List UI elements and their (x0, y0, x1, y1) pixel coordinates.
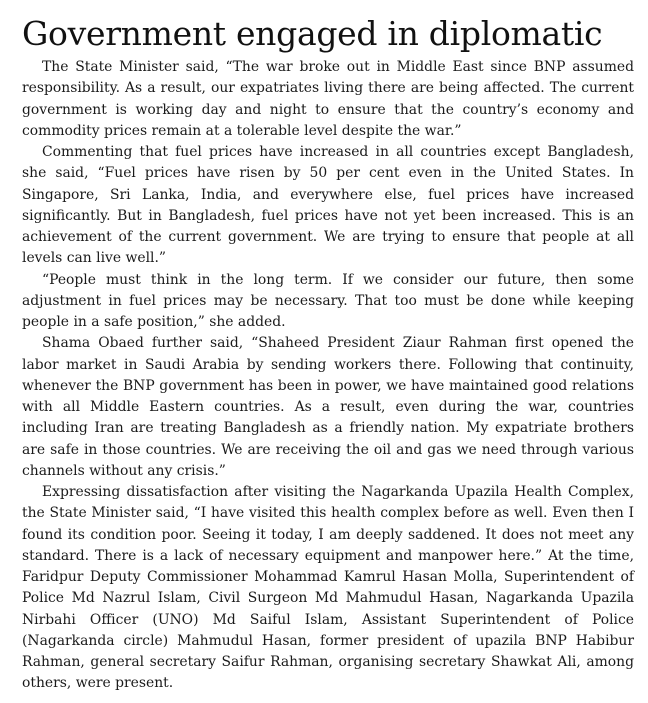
news-article (22, 14, 634, 695)
article-headline: Government engaged in diplomatic (22, 14, 603, 53)
paragraph-state-minister-statement: The State Minister said, “The war broke out in Middle East since BNP assumed responsibility. As a result, our expatriates living there are being affected. The current government is working day and night to ensure that the country’s economy and commodity prices remain at a tolerable level despite the war.” (22, 59, 634, 139)
paragraph-long-term: “People must think in the long term. If we consider our future, then some adjustment in fuel prices may be necessary. That too must be done while keeping people in a safe position,” she added. (22, 271, 634, 330)
paragraph-health-complex: Expressing dissatisfaction after visiting the Nagarkanda Upazila Health Complex, the State Minister said, “I have visited this health complex before as well. Even then I found its condition poor. Seeing it today, I am deeply saddened. It does not meet any standard. There is a lack of necessary equipment and manpower here.” At the time, Faridpur Deputy Commissioner Mohammad Kamrul Hasan Molla, Superintendent of Police Md Nazrul Islam, Civil Surgeon Md Mahmudul Hasan, Nagarkanda Upazila Nirbahi Officer (UNO) Md Saiful Islam, Assistant Superintendent of Police (Nagarkanda circle) Mahmudul Hasan, former president of upazila BNP Habibur Rahman, general secretary Saifur Rahman, organising secretary Shawkat Ali, among others, were present. (22, 484, 634, 692)
paragraph-shama-obaed: Shama Obaed further said, “Shaheed President Ziaur Rahman first opened the labor market in Saudi Arabia by sending workers there. Following that continuity, whenever the BNP government has been in power, we have maintained good relations with all Middle Eastern countries. As a result, even during the war, countries including Iran are treating Bangladesh as a friendly nation. My expatriate brothers are safe in those countries. We are receiving the oil and gas we need through various channels without any crisis.” (22, 335, 634, 479)
paragraph-fuel-prices: Commenting that fuel prices have increased in all countries except Bangladesh, she said, “Fuel prices have risen by 50 per cent even in the United States. In Singapore, Sri Lanka, India, and everywhere else, fuel prices have increased significantly. But in Bangladesh, fuel prices have not yet been increased. This is an achievement of the current government. We are trying to ensure that people at all levels can live well.” (22, 144, 634, 267)
